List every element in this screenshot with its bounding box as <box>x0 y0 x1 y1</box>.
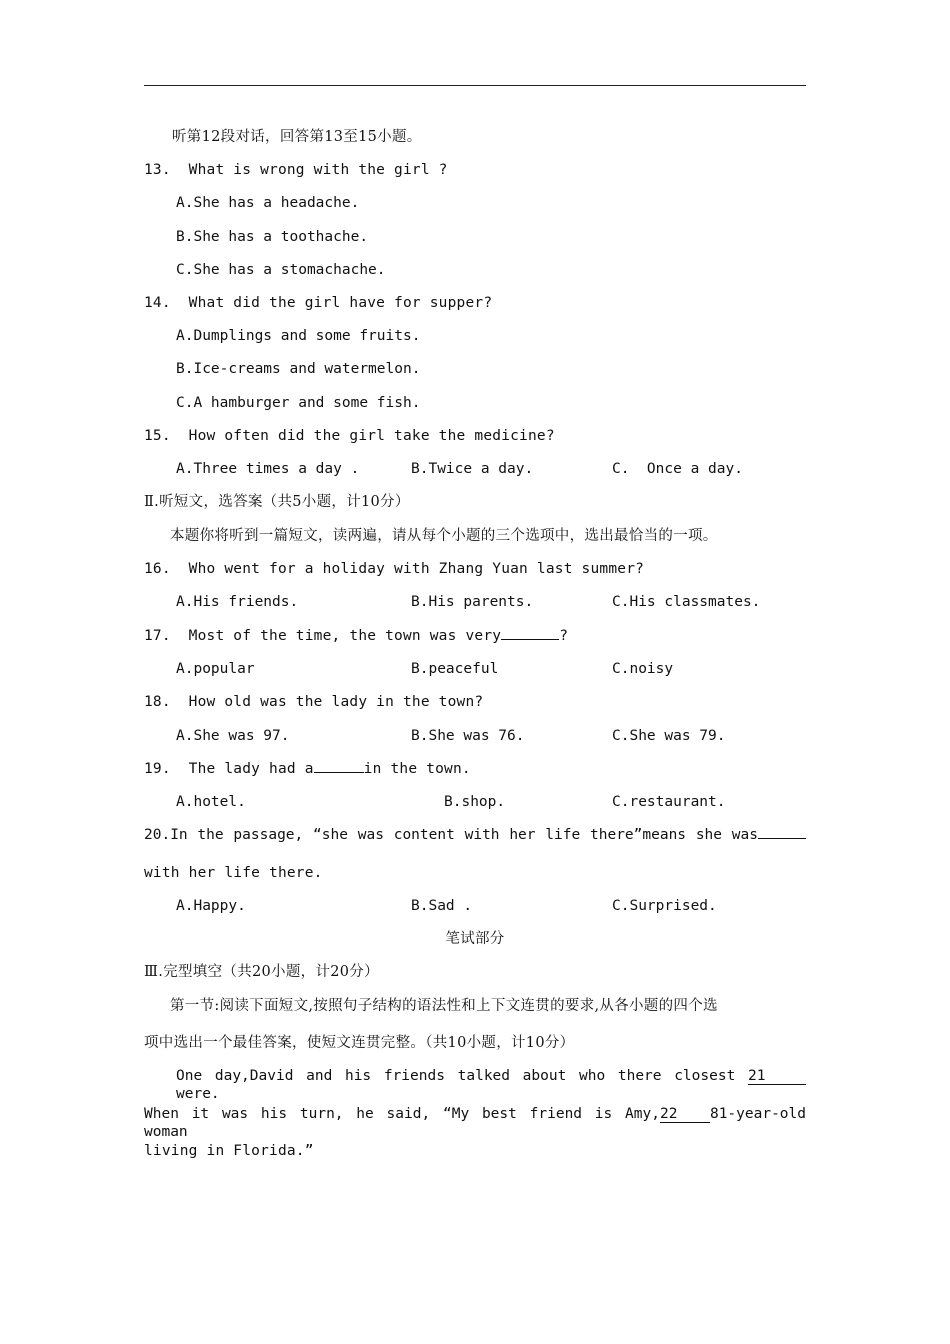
section-3-title: Ⅲ.完型填空（共20小题，计20分） <box>144 964 379 980</box>
q20-option-c: C.Surprised. <box>612 898 717 914</box>
q16-option-b: B.His parents. <box>411 594 534 610</box>
header-rule <box>144 85 806 86</box>
q20-option-b: B.Sad . <box>411 898 473 914</box>
q17-blank <box>501 639 559 640</box>
q18-option-c: C.She was 79. <box>612 728 726 744</box>
passage-line-2 <box>144 1105 806 1141</box>
blank-21: 21 <box>748 1068 806 1085</box>
q17-stem: 17. Most of the time, the town was very <box>144 628 502 644</box>
q19-blank <box>314 772 364 773</box>
section-3-instructions-line1: 第一节:阅读下面短文,按照句子结构的语法性和上下文连贯的要求,从各小题的四个选 <box>170 998 718 1014</box>
question-19 <box>144 760 471 778</box>
q17-option-a: A.popular <box>176 661 255 677</box>
q17-option-c: C.noisy <box>612 661 674 677</box>
q15-option-a: A.Three times a day . <box>176 461 360 477</box>
q13-option-b: B.She has a toothache. <box>176 229 369 245</box>
question-14: 14. What did the girl have for supper? <box>144 295 493 311</box>
q14-option-c: C.A hamburger and some fish. <box>176 395 421 411</box>
q19-stem: 19. The lady had a <box>144 761 314 777</box>
question-17 <box>144 627 568 645</box>
q18-option-a: A.She was 97. <box>176 728 290 744</box>
q13-option-a: A.She has a headache. <box>176 195 360 211</box>
q16-option-a: A.His friends. <box>176 594 299 610</box>
q14-option-b: B.Ice-creams and watermelon. <box>176 361 421 377</box>
q15-option-b: B.Twice a day. <box>411 461 534 477</box>
q19-option-c: C.restaurant. <box>612 794 726 810</box>
q14-option-a: A.Dumplings and some fruits. <box>176 328 421 344</box>
question-18: 18. How old was the lady in the town? <box>144 694 484 710</box>
q20-stem: 20.In the passage, “she was content with her life there”means she was <box>144 827 758 843</box>
q19-stem-end: in the town. <box>363 761 471 777</box>
dialogue-12-intro: 听第12段对话，回答第13至15小题。 <box>172 129 422 145</box>
section-2-title: Ⅱ.听短文，选答案（共5小题，计10分） <box>144 494 410 510</box>
passage-text: were. <box>176 1086 220 1102</box>
passage-text: One day,David and his friends talked about who there closest <box>176 1068 736 1084</box>
section-2-instructions: 本题你将听到一篇短文，读两遍，请从每个小题的三个选项中，选出最恰当的一项。 <box>170 528 718 544</box>
question-13: 13. What is wrong with the girl ? <box>144 162 448 178</box>
question-16: 16. Who went for a holiday with Zhang Yuan last summer? <box>144 561 645 577</box>
q15-option-c: C. Once a day. <box>612 461 743 477</box>
q20-blank <box>758 838 806 839</box>
q17-stem-end: ? <box>559 628 569 644</box>
passage-line-1 <box>176 1067 806 1103</box>
blank-22: 22 <box>660 1106 710 1123</box>
q20-stem-line2: with her life there. <box>144 865 323 881</box>
passage-line-3: living in Florida.” <box>144 1143 314 1159</box>
q16-option-c: C.His classmates. <box>612 594 761 610</box>
q19-option-a: A.hotel. <box>176 794 246 810</box>
q18-option-b: B.She was 76. <box>411 728 525 744</box>
q13-option-c: C.She has a stomachache. <box>176 262 386 278</box>
passage-text: When it was his turn, he said, “My best friend is Amy, <box>144 1106 660 1122</box>
question-15: 15. How often did the girl take the medicine? <box>144 428 555 444</box>
question-20 <box>144 826 806 844</box>
passage-text: 81-year-old woman <box>144 1106 806 1140</box>
q19-option-b: B.shop. <box>444 794 506 810</box>
section-3-instructions-line2: 项中选出一个最佳答案，使短文连贯完整。（共10小题，计10分） <box>144 1035 575 1051</box>
q17-option-b: B.peaceful <box>411 661 499 677</box>
q20-option-a: A.Happy. <box>176 898 246 914</box>
written-part-title: 笔试部分 <box>445 931 505 947</box>
